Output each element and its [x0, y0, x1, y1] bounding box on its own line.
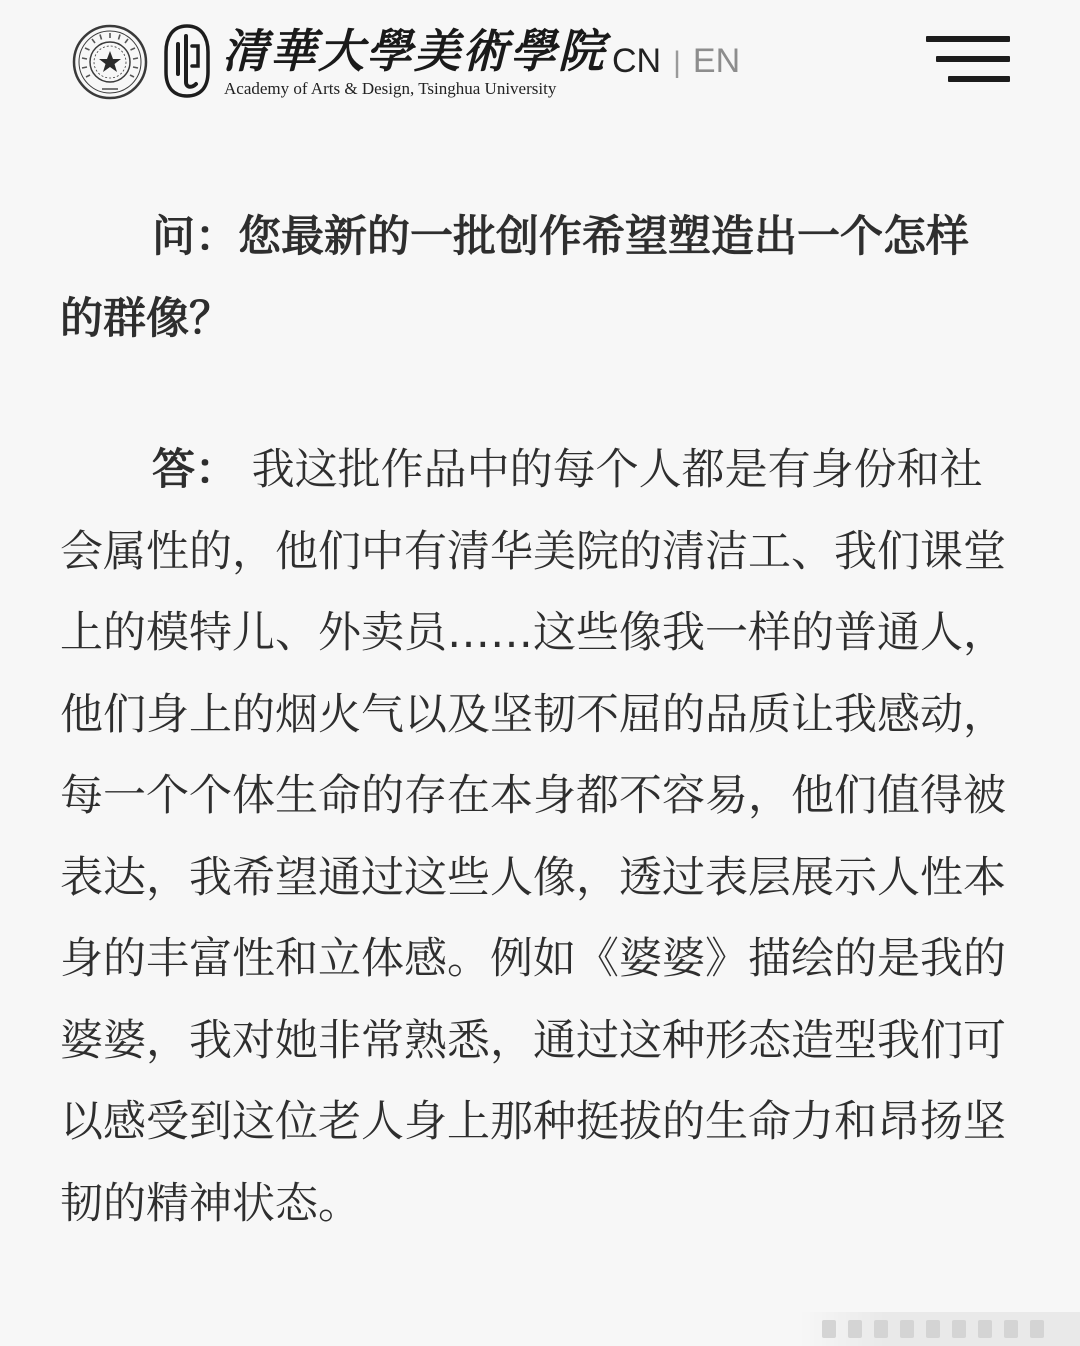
academy-logo-mark-icon[interactable] [162, 22, 212, 100]
interview-question: 问：您最新的一批创作希望塑造出一个怎样的群像？ [60, 212, 969, 344]
answer-label: 答： [152, 445, 238, 495]
answer-text: 我这批作品中的每个人都是有身份和社会属性的，他们中有清华美院的清洁工、我们课堂上的模特儿、外卖员……这些像我一样的普通人，他们身上的烟火气以及坚韧不屈的品质让我感动，每一个个体生命的存在本身都不容易，他们值得被表达，我希望通过这些人像，透过表层展示人性本身的丰富性和立体感。例如《婆婆》描绘的是我的婆婆，我对她非常熟悉，通过这种形态造型我们可以感受到这位老人身上那种挺拔的生命力和昂扬坚韧的精神状态。 [60, 445, 1006, 1229]
academy-name-english[interactable]: Academy of Arts & Design, Tsinghua University [224, 79, 557, 98]
tsinghua-seal-icon[interactable] [72, 24, 148, 100]
menu-line [936, 56, 1010, 62]
lang-separator: | [673, 46, 681, 79]
bottom-overlay-strip [800, 1312, 1080, 1346]
menu-line [948, 76, 1010, 82]
interview-answer [60, 430, 1010, 1245]
language-switcher [612, 40, 740, 84]
lang-en-link[interactable]: EN [692, 42, 741, 80]
site-header [0, 0, 1080, 120]
lang-cn-link[interactable]: CN [612, 42, 662, 80]
hamburger-menu-icon[interactable] [926, 36, 1010, 84]
menu-line [926, 36, 1010, 42]
academy-name-chinese[interactable]: 清華大學美術學院 [222, 24, 606, 78]
